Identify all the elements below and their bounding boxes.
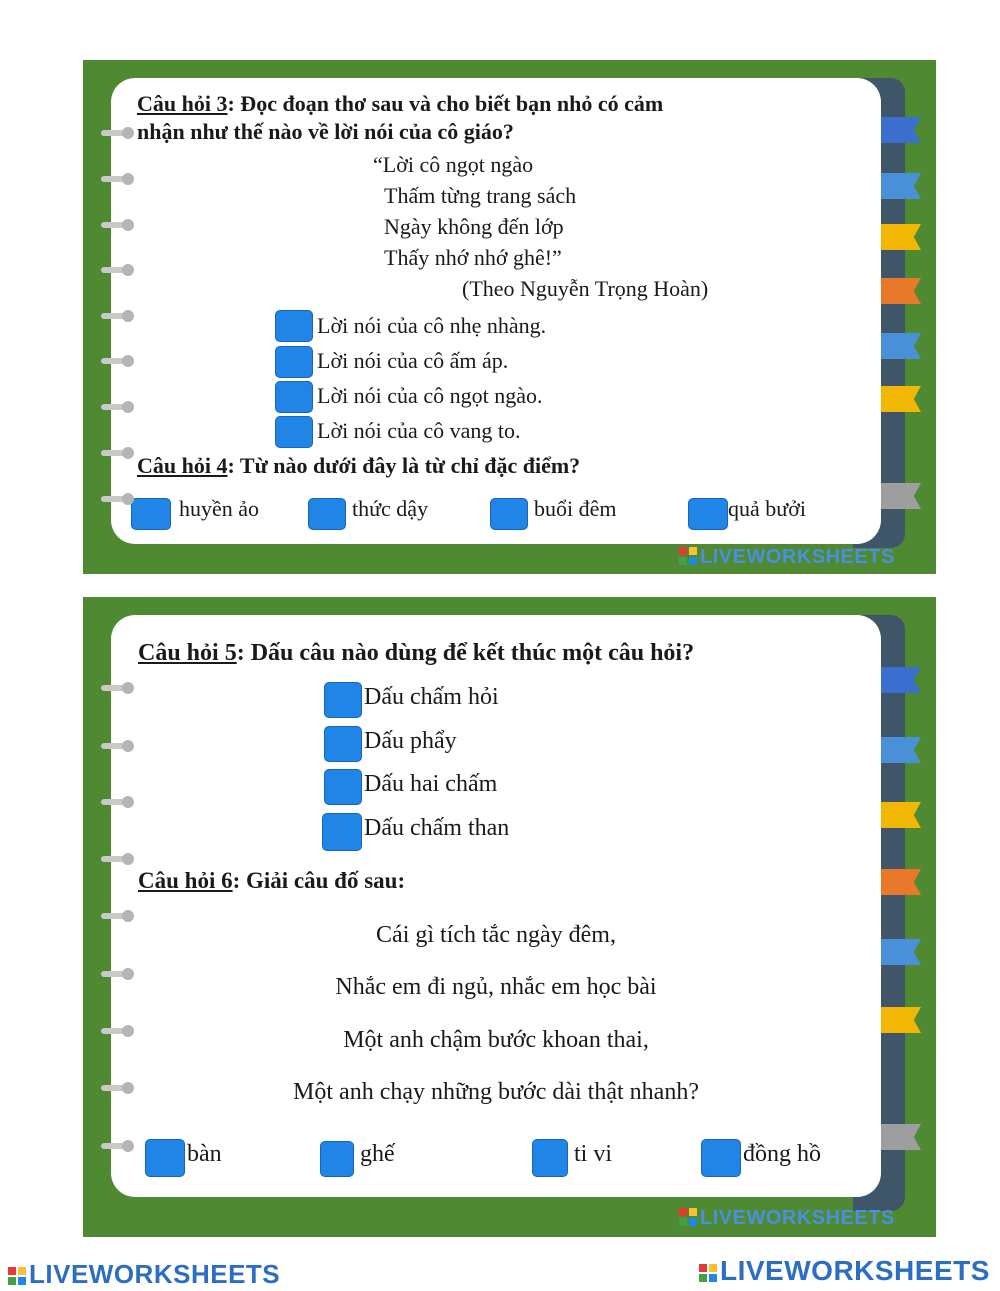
bookmark-tab [881,939,921,965]
option-label: thức dậy [352,496,429,521]
bookmark-tab [881,173,921,199]
question-text: : Từ nào dưới đây là từ chỉ đặc điểm? [227,453,581,478]
option-label: Lời nói của cô nhẹ nhàng. [317,313,547,338]
bookmark-tab [881,1124,921,1150]
option-label: đồng hồ [743,1141,821,1167]
option-label: Dấu phẩy [364,728,457,754]
question-card [111,78,881,544]
answer-checkbox[interactable] [131,498,171,530]
liveworksheets-footer-logo: LIVEWORKSHEETS [8,1259,280,1290]
answer-checkbox[interactable] [308,498,346,530]
bookmark-tab [881,869,921,895]
question-text: : Đọc đoạn thơ sau và cho biết bạn nhỏ có cảm [227,91,664,116]
bookmark-tab [881,224,921,250]
answer-checkbox[interactable] [324,769,362,805]
question-4-heading [137,452,580,480]
poem-line: Ngày không đến lớp [384,214,564,239]
bookmark-tab [881,386,921,412]
binder-ring [101,856,131,862]
bookmark-tab [881,278,921,304]
poem-line: Thấm từng trang sách [384,183,577,208]
binder-ring [101,496,131,502]
riddle-line: Một anh chạy những bước dài thật nhanh? [293,1079,699,1105]
binder-ring [101,313,131,319]
option-label: ti vi [574,1141,613,1167]
poem-line: Thấy nhớ nhớ ghê!” [384,245,562,270]
binder-ring [101,130,131,136]
answer-checkbox[interactable] [322,813,362,851]
option-label: buổi đêm [534,496,617,521]
question-6-heading [138,867,405,895]
binder-ring [101,450,131,456]
bookmark-tab [881,483,921,509]
bookmark-tab [881,737,921,763]
binder-ring [101,176,131,182]
liveworksheets-icon [8,1267,26,1285]
answer-checkbox[interactable] [275,381,313,413]
liveworksheets-logo: LIVEWORKSHEETS [679,546,895,569]
option-label: Dấu hai chấm [364,771,498,797]
binder-ring [101,358,131,364]
worksheet-slide-1 [83,60,936,574]
bookmark-tab [881,333,921,359]
answer-checkbox[interactable] [275,310,313,342]
question-number: Câu hỏi 6 [138,868,233,893]
answer-checkbox[interactable] [532,1139,568,1177]
liveworksheets-icon [679,547,697,565]
question-number: Câu hỏi 4 [137,453,228,478]
bookmark-tab [881,1007,921,1033]
liveworksheets-icon [699,1264,717,1282]
binder-ring [101,404,131,410]
binder-ring [101,1143,131,1149]
binder-ring [101,1028,131,1034]
option-label: Lời nói của cô ấm áp. [317,348,509,373]
option-label: Dấu chấm hỏi [364,684,499,710]
option-label: Lời nói của cô vang to. [317,418,521,443]
riddle-line: Nhắc em đi ngủ, nhắc em học bài [335,974,657,1000]
option-label: ghế [360,1141,395,1167]
option-label: Dấu chấm than [364,815,510,841]
question-5-heading [138,639,694,667]
binder-ring [101,685,131,691]
option-label: quả bưởi [728,496,806,521]
binder-ring [101,1085,131,1091]
liveworksheets-footer-logo: LIVEWORKSHEETS [699,1255,990,1287]
option-label: bàn [187,1141,222,1167]
binder-ring [101,913,131,919]
question-number: Câu hỏi 5 [138,640,237,666]
binder-ring [101,222,131,228]
answer-checkbox[interactable] [275,416,313,448]
question-number: Câu hỏi 3 [137,91,228,116]
bookmark-tab [881,117,921,143]
binder-ring [101,267,131,273]
binder-ring [101,971,131,977]
question-3-heading [137,90,867,146]
poem-line: “Lời cô ngọt ngào [373,152,534,177]
answer-checkbox[interactable] [490,498,528,530]
question-text: : Dấu câu nào dùng để kết thúc một câu hỏi? [236,640,695,666]
answer-checkbox[interactable] [324,682,362,718]
answer-checkbox[interactable] [324,726,362,762]
answer-checkbox[interactable] [701,1139,741,1177]
option-label: Lời nói của cô ngọt ngào. [317,383,543,408]
riddle-line: Một anh chậm bước khoan thai, [343,1027,649,1053]
worksheet-slide-2 [83,597,936,1237]
answer-checkbox[interactable] [320,1141,354,1177]
binder-ring [101,743,131,749]
answer-checkbox[interactable] [275,346,313,378]
liveworksheets-logo: LIVEWORKSHEETS [679,1207,895,1230]
bookmark-tab [881,802,921,828]
bookmark-tab [881,667,921,693]
option-label: huyền ảo [179,496,260,521]
question-text: nhận như thế nào về lời nói của cô giáo? [137,119,514,144]
question-card [111,615,881,1197]
binder-ring [101,799,131,805]
answer-checkbox[interactable] [145,1139,185,1177]
liveworksheets-icon [679,1208,697,1226]
poem-attribution: (Theo Nguyễn Trọng Hoàn) [462,276,709,301]
riddle-line: Cái gì tích tắc ngày đêm, [376,922,616,948]
answer-checkbox[interactable] [688,498,728,530]
question-text: : Giải câu đố sau: [232,868,406,893]
